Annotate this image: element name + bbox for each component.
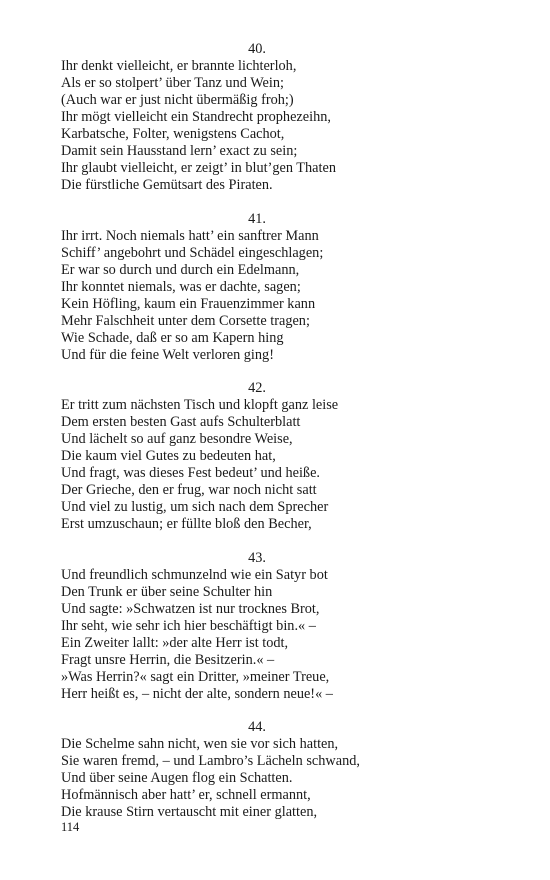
verse-line: Die krause Stirn vertauscht mit einer glatten, — [61, 804, 318, 820]
verse-line: Und sagte: »Schwatzen ist nur trocknes Brot, — [61, 600, 320, 617]
verse-line: Die Schelme sahn nicht, wen sie vor sich hatten, — [61, 736, 339, 752]
verse-line: Mehr Falschheit unter dem Corsette tragen; — [61, 312, 310, 329]
verse-line: Ihr mögt vielleicht ein Standrecht prophezeihn, — [61, 109, 331, 125]
verse-line: »Was Herrin?« sagt ein Dritter, »meiner Treue, — [61, 668, 330, 685]
verse-line: Die fürstliche Gemütsart des Piraten. — [61, 177, 273, 193]
verse-line: Und fragt, was dieses Fest bedeut’ und heiße. — [61, 465, 320, 481]
verse-line: Den Trunk er über seine Schulter hin — [61, 583, 273, 600]
verse-line: Karbatsche, Folter, wenigstens Cachot, — [61, 126, 285, 142]
verse-line: Und lächelt so auf ganz besondre Weise, — [61, 431, 293, 447]
verse-line: Und viel zu lustig, um sich nach dem Sprecher — [61, 499, 329, 515]
verse-line: Erst umzuschaun; er füllte bloß den Becher, — [61, 516, 312, 532]
verse-line: Damit sein Hausstand lern’ exact zu sein; — [61, 143, 298, 159]
verse-line: Ihr konntet niemals, was er dachte, sagen; — [61, 278, 301, 295]
verse-line: Er tritt zum nächsten Tisch und klopft ganz leise — [61, 397, 339, 413]
verse-line: Und für die feine Welt verloren ging! — [61, 346, 274, 363]
poem-page — [61, 41, 461, 838]
verse-line: Ihr denkt vielleicht, er brannte lichterloh, — [61, 58, 297, 74]
verse-line: Als er so stolpert’ über Tanz und Wein; — [61, 75, 284, 91]
verse-line: Hofmännisch aber hatt’ er, schnell ermannt, — [61, 787, 311, 803]
verse-line: Der Grieche, den er frug, war noch nicht satt — [61, 482, 317, 498]
stanza-42 — [61, 380, 461, 533]
verse-line: Und über seine Augen flog ein Schatten. — [61, 770, 293, 786]
verse-line: Ein Zweiter lallt: »der alte Herr ist todt, — [61, 634, 289, 651]
verse-line: Fragt unsre Herrin, die Besitzerin.« – — [61, 651, 275, 668]
verse-line: Und freundlich schmunzelnd wie ein Satyr bot — [61, 566, 328, 583]
verse-line: Die kaum viel Gutes zu bedeuten hat, — [61, 448, 276, 464]
verse-line: Kein Höfling, kaum ein Frauenzimmer kann — [61, 295, 316, 312]
stanza-number: 41. — [248, 210, 266, 227]
stanza-number: 42. — [248, 380, 266, 396]
verse-line: (Auch war er just nicht übermäßig froh;) — [61, 92, 294, 108]
verse-line: Er war so durch und durch ein Edelmann, — [61, 261, 300, 278]
stanza-number: 40. — [248, 41, 266, 57]
verse-line: Herr heißt es, – nicht der alte, sondern neue!« – — [61, 685, 333, 702]
verse-line: Dem ersten besten Gast aufs Schulterblatt — [61, 414, 301, 430]
page-number: 114 — [61, 820, 80, 834]
verse-line: Wie Schade, daß er so am Kapern hing — [61, 329, 284, 346]
stanza-43 — [61, 550, 461, 703]
stanza-number: 43. — [248, 549, 266, 566]
verse-line: Ihr seht, wie sehr ich hier beschäftigt bin.« – — [61, 617, 316, 634]
stanza-44 — [61, 719, 461, 821]
verse-line: Ihr glaubt vielleicht, er zeigt’ in blut’gen Thaten — [61, 160, 336, 176]
stanza-41 — [61, 211, 461, 364]
verse-line: Sie waren fremd, – und Lambro’s Lächeln schwand, — [61, 753, 360, 769]
verse-line: Ihr irrt. Noch niemals hatt’ ein sanftrer Mann — [61, 227, 319, 244]
stanza-number: 44. — [248, 719, 266, 735]
verse-line: Schiff’ angebohrt und Schädel eingeschlagen; — [61, 244, 324, 261]
stanza-40 — [61, 41, 461, 194]
